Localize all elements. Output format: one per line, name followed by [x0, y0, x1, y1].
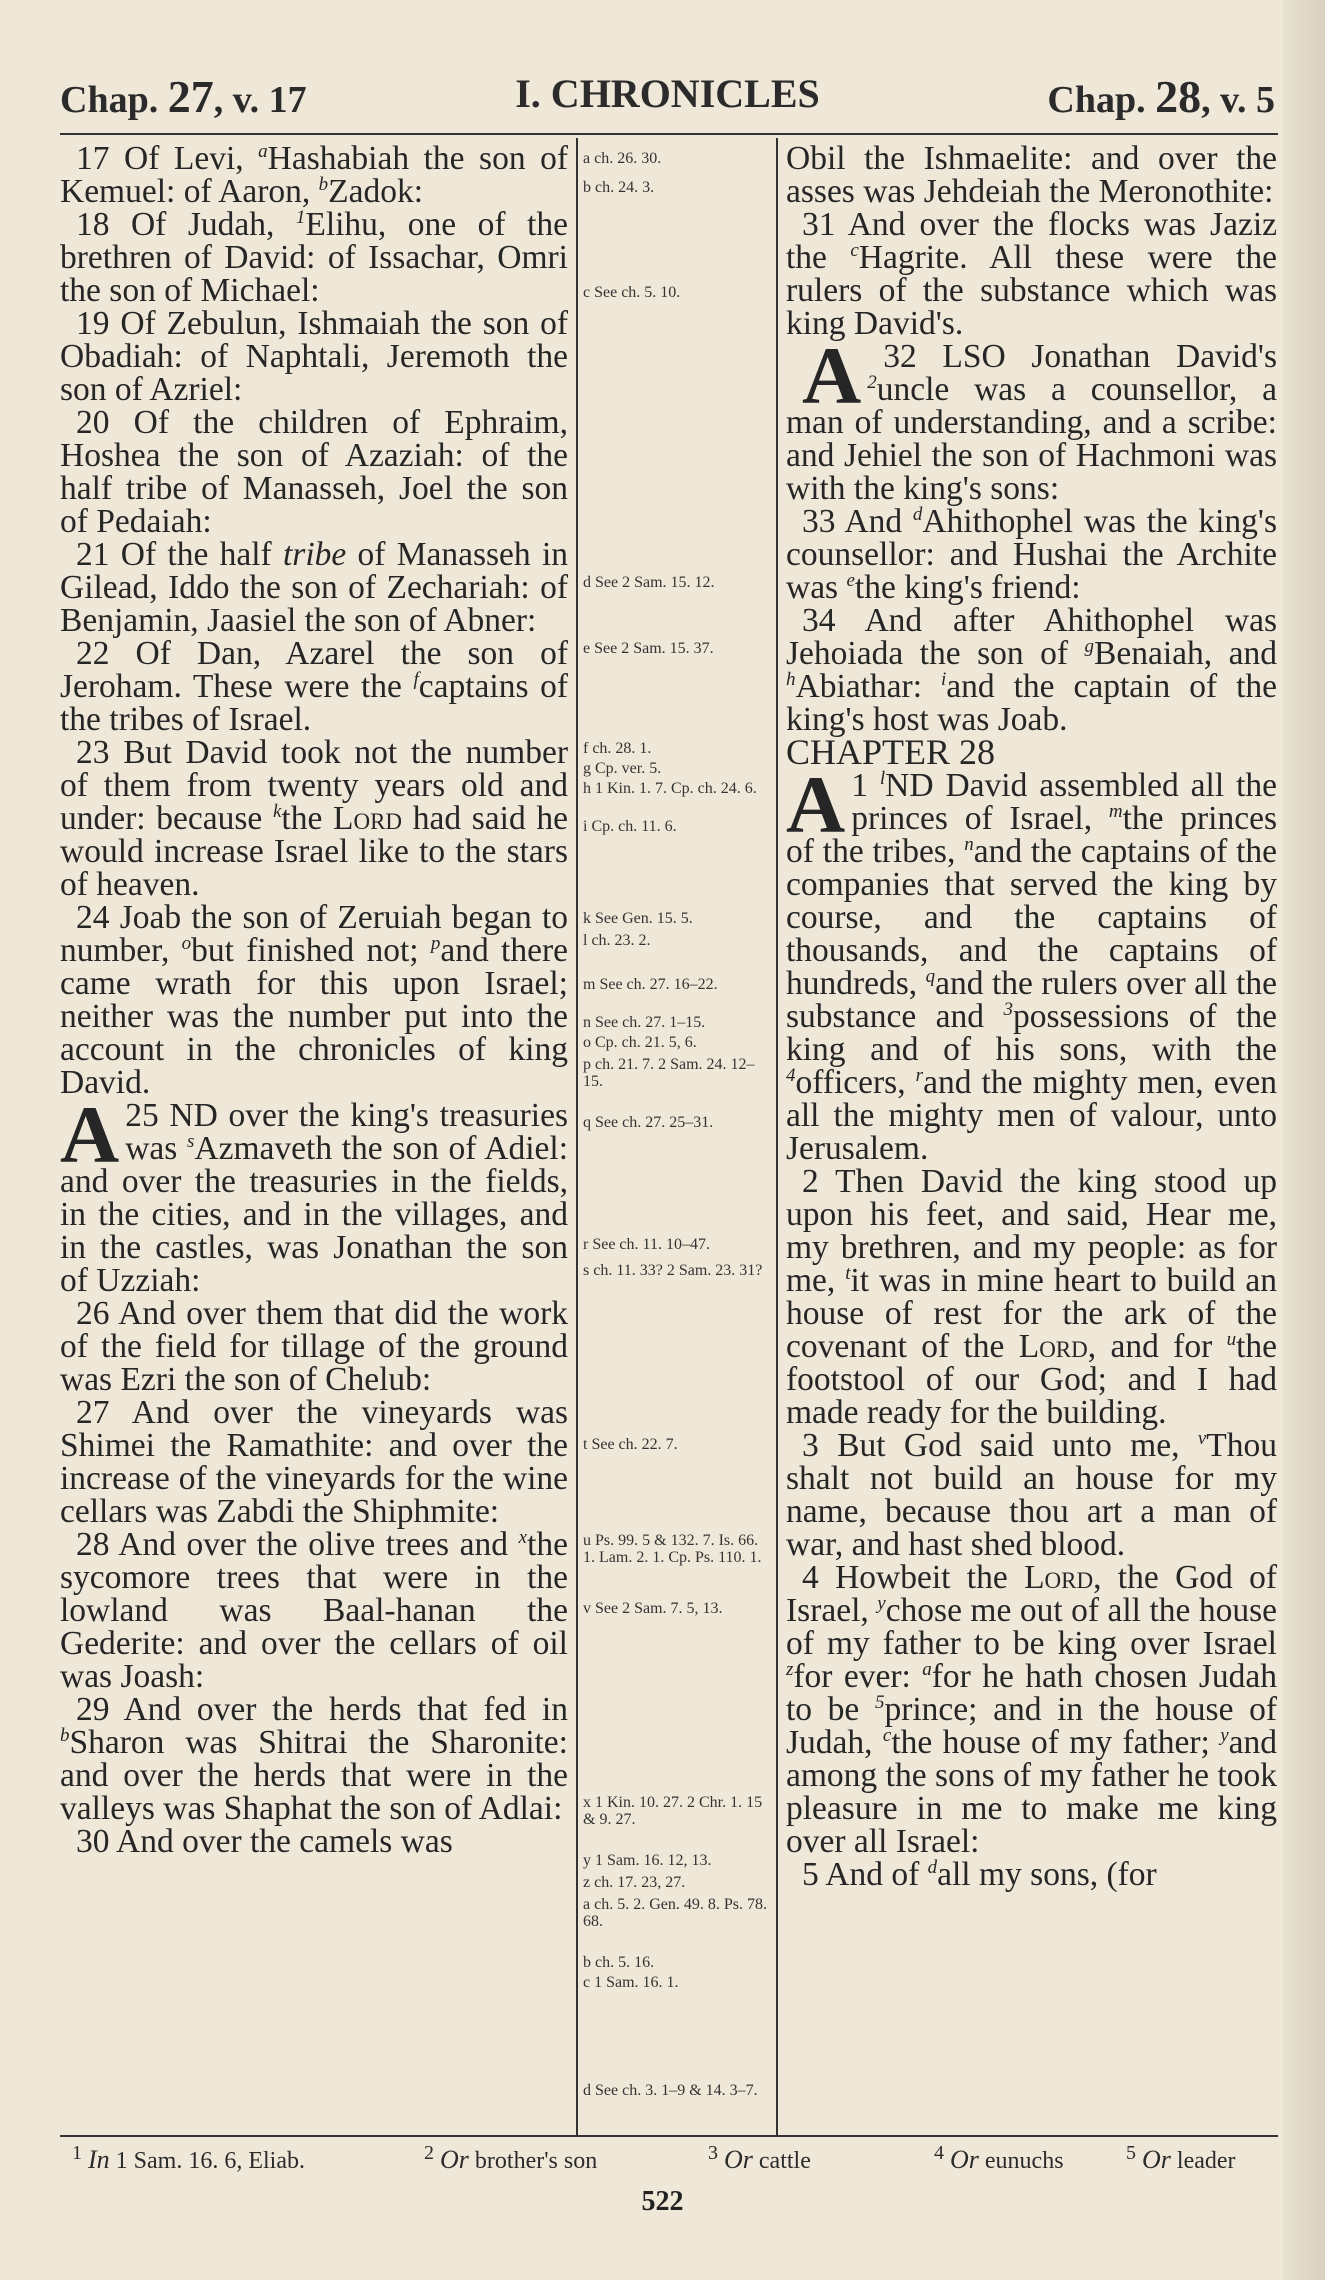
text-run: Azmaveth the son of Adiel: and over the treasuries in the fields, in the cities, and in the villages, and in the castles, was Jonathan the son of Uzziah: — [60, 1130, 568, 1299]
footnote-3 — [708, 2142, 811, 2175]
reference-mark: r — [915, 1064, 924, 1086]
text-column-right — [786, 142, 1277, 1891]
text-run: had said he would increase Israel like to the stars of heaven. — [60, 800, 568, 903]
text-run: the princes of the tribes, — [786, 800, 1277, 870]
reference-mark: y — [877, 1592, 886, 1614]
verse-27-24 — [60, 901, 568, 1099]
cross-reference: i Cp. ch. 11. 6. — [583, 818, 677, 835]
cross-reference: l ch. 23. 2. — [583, 932, 651, 949]
text-run: Or — [1142, 2145, 1171, 2174]
column-divider-left — [576, 138, 578, 2136]
page-edge — [1283, 0, 1325, 2280]
text-run: Or — [440, 2145, 469, 2174]
text-run: tribe — [282, 536, 347, 573]
text-run: 31 And over the flocks was Jaziz the — [786, 206, 1277, 276]
cross-reference: v See 2 Sam. 7. 5, 13. — [583, 1600, 723, 1617]
reference-mark: y — [1220, 1724, 1229, 1746]
reference-mark: 3 — [708, 2142, 718, 2164]
text-run: Hagrite. All these were the rulers of the substance which was king David's. — [786, 239, 1277, 342]
reference-mark: b — [318, 173, 329, 195]
cross-reference: z ch. 17. 23, 27. — [583, 1874, 686, 1891]
text-run: 2 Then David the king stood up upon his feet, and said, Hear me, my brethren, and my people: as for me, — [786, 1163, 1277, 1299]
footnote-4 — [934, 2142, 1064, 2175]
text-run: 33 And — [802, 503, 913, 540]
verse-27-34 — [786, 604, 1277, 736]
reference-mark: e — [846, 569, 855, 591]
text-run: 18 Of Judah, — [76, 206, 296, 243]
verse-27-22 — [60, 637, 568, 736]
text-run: ND over the king's treasuries was — [125, 1097, 569, 1167]
text-run: 21 Of the half — [76, 536, 283, 573]
cross-reference: a ch. 5. 2. Gen. 49. 8. Ps. 78. 68. — [583, 1896, 767, 1930]
footnote-1 — [72, 2142, 305, 2175]
reference-mark: l — [879, 767, 886, 789]
verse-27-21 — [60, 538, 568, 637]
text-run: 29 And over the herds that fed in — [76, 1691, 568, 1728]
text-run: prince; and in the house of Judah, — [786, 1691, 1277, 1761]
reference-mark: 2 — [424, 2142, 434, 2164]
text-run: the sycomore trees that were in the lowland was Baal-hanan the Gederite: and over the cellars of oil was Joash: — [60, 1526, 568, 1695]
text-run: Lord — [333, 800, 403, 837]
cross-reference: x 1 Kin. 10. 27. 2 Chr. 1. 15 & 9. 27. — [583, 1794, 763, 1828]
text-run: 25 — [125, 1097, 170, 1134]
cross-reference: u Ps. 99. 5 & 132. 7. Is. 66. 1. Lam. 2. 1. Cp. Ps. 110. 1. — [583, 1532, 762, 1566]
drop-cap: A — [802, 330, 862, 421]
text-run: and the captain of the king's host was Joab. — [786, 668, 1277, 738]
text-run: and the captains of the companies that served the king by course, and the captains of thousands, and the captains of hundreds, — [786, 833, 1277, 1002]
verse-27-32 — [786, 330, 1277, 507]
verse-27-30-continued: Obil the Ishmaelite: and over the asses was Jehdeiah the Meronothite: — [786, 140, 1277, 210]
text-run: Elihu, one of the brethren of David: of Issachar, Omri the son of Michael: — [60, 206, 568, 309]
reference-mark: 3 — [1003, 998, 1013, 1020]
verse-28-4 — [786, 1561, 1277, 1858]
verse-27-27: 27 And over the vineyards was Shimei the Ramathite: and over the increase of the vineyards for the wine cellars was Zabdi the Shiphmite: — [60, 1394, 568, 1530]
running-header — [60, 70, 1275, 130]
text-run: brother's son — [468, 2148, 598, 2174]
reference-mark: a — [922, 1658, 932, 1680]
text-run: of Manasseh in Gilead, Iddo the son of Zechariah: of Benjamin, Jaasiel the son of Abner: — [60, 536, 569, 639]
cross-reference: r See ch. 11. 10–47. — [583, 1236, 710, 1253]
text-run: , and for — [1087, 1328, 1227, 1365]
page-number: 522 — [641, 2186, 684, 2217]
cross-reference: p ch. 21. 7. 2 Sam. 24. 12–15. — [583, 1056, 755, 1090]
text-run: uncle was a counsellor, a man of understanding, and a scribe: and Jehiel the son of Hachmoni was with the king's sons: — [786, 371, 1277, 507]
text-run: 28 And over the olive trees and — [76, 1526, 519, 1563]
reference-mark: 5 — [874, 1691, 885, 1713]
text-run: 34 And after Ahithophel was Jehoiada the son of — [786, 602, 1277, 672]
reference-mark: k — [272, 800, 282, 822]
text-run: Benaiah, and — [1094, 635, 1277, 672]
text-run: the — [281, 800, 333, 837]
footnote-2 — [424, 2142, 597, 2175]
reference-mark: g — [1084, 635, 1094, 657]
header-rule — [60, 133, 1278, 135]
reference-mark: 5 — [1126, 2142, 1136, 2164]
text-run: 17 Of Levi, — [76, 140, 259, 177]
text-run: the house of my father; — [891, 1724, 1221, 1761]
verse-27-29 — [60, 1693, 568, 1825]
text-run: 3 But God said unto me, — [802, 1427, 1198, 1464]
text-run: 5 And of — [802, 1856, 928, 1893]
reference-mark: 4 — [934, 2142, 944, 2164]
reference-mark: c — [882, 1724, 892, 1746]
verse-28-5 — [786, 1858, 1277, 1891]
text-run: leader — [1170, 2148, 1236, 2174]
reference-mark: d — [912, 503, 923, 525]
text-run: 1 — [851, 767, 880, 804]
reference-mark: b — [60, 1724, 70, 1746]
text-run: , the God of Israel, — [786, 1559, 1278, 1629]
text-run: Lord — [1018, 1328, 1088, 1365]
verse-27-18 — [60, 208, 568, 307]
reference-mark: 1 — [72, 2142, 82, 2164]
reference-mark: x — [518, 1526, 528, 1548]
reference-mark: 1 — [295, 206, 306, 228]
verse-28-2 — [786, 1165, 1277, 1429]
cross-reference-column — [583, 146, 773, 2099]
drop-cap: A — [786, 759, 846, 850]
cross-reference: c See ch. 5. 10. — [583, 284, 681, 301]
reference-mark: q — [925, 965, 936, 987]
reference-mark: p — [430, 932, 441, 954]
verse-28-1 — [786, 759, 1277, 1167]
verse-27-28 — [60, 1528, 568, 1693]
cross-reference: d See 2 Sam. 15. 12. — [583, 574, 715, 591]
text-run: chose me out of all the house of my father to be king over Israel — [786, 1592, 1277, 1662]
cross-reference: t See ch. 22. 7. — [583, 1436, 678, 1453]
text-run: Hashabiah the son of Kemuel: of Aaron, — [60, 140, 568, 210]
header-left-reference: Chap. 27, v. 17 — [60, 71, 307, 122]
footer-rule — [60, 2135, 1278, 2137]
verse-27-23 — [60, 736, 568, 901]
text-run: Ahithophel was the king's counsellor: and Hushai the Archite was — [786, 503, 1277, 606]
drop-cap: A — [60, 1089, 120, 1180]
text-run: possessions of the king and of his sons, with the — [786, 998, 1277, 1068]
reference-mark: i — [940, 668, 947, 690]
text-run: Abiathar: — [795, 668, 941, 705]
cross-reference: n See ch. 27. 1–15. — [583, 1014, 706, 1031]
reference-mark: 4 — [786, 1064, 796, 1086]
cross-reference: d See ch. 3. 1–9 & 14. 3–7. — [583, 2082, 758, 2099]
cross-reference: y 1 Sam. 16. 12, 13. — [583, 1852, 712, 1869]
text-run: Or — [724, 2145, 753, 2174]
text-column-left — [60, 142, 568, 1858]
verse-27-26: 26 And over them that did the work of the field for tillage of the ground was Ezri the son of Chelub: — [60, 1295, 568, 1398]
text-run: 23 But David took not the number of them from twenty years old and under: because — [60, 734, 568, 837]
cross-reference: h 1 Kin. 1. 7. Cp. ch. 24. 6. — [583, 780, 757, 797]
text-run: all my sons, (for — [937, 1856, 1157, 1893]
text-run: the king's friend: — [854, 569, 1081, 606]
chapter-heading: CHAPTER 28 — [786, 732, 996, 772]
book-title: I. CHRONICLES — [515, 71, 820, 116]
text-run: cattle — [752, 2148, 811, 2174]
text-run: the footstool of our God; and I had made ready for the building. — [786, 1328, 1277, 1431]
text-run: eunuchs — [978, 2148, 1064, 2174]
text-run: Zadok: — [328, 173, 424, 210]
text-run: and among the sons of my father he took pleasure in me to make me king over all Israel: — [786, 1724, 1278, 1860]
cross-reference: c 1 Sam. 16. 1. — [583, 1974, 679, 1991]
column-divider-right — [776, 138, 778, 2136]
reference-mark: d — [927, 1856, 938, 1878]
cross-reference: b ch. 5. 16. — [583, 1954, 655, 1971]
footnote-5 — [1126, 2142, 1236, 2175]
text-run: Thou shalt not build an house for my name, because thou art a man of war, and hast shed blood. — [786, 1427, 1277, 1563]
text-run: Lord — [1024, 1559, 1094, 1596]
cross-reference: g Cp. ver. 5. — [583, 760, 662, 777]
text-run: captains of the tribes of Israel. — [60, 668, 568, 738]
text-run: for ever: — [793, 1658, 923, 1695]
reference-mark: s — [187, 1130, 195, 1152]
reference-mark: t — [845, 1262, 851, 1284]
reference-mark: f — [413, 668, 419, 690]
verse-27-19: 19 Of Zebulun, Ishmaiah the son of Obadiah: of Naphtali, Jeremoth the son of Azriel: — [60, 305, 568, 408]
verse-27-30: 30 And over the camels was — [76, 1823, 453, 1860]
verse-27-25 — [60, 1089, 569, 1299]
verse-27-20: 20 Of the children of Ephraim, Hoshea the son of Azaziah: of the half tribe of Manasseh, Joel the son of Pedaiah: — [60, 404, 568, 540]
reference-mark: a — [258, 140, 268, 162]
text-run: for he hath chosen Judah to be — [786, 1658, 1277, 1728]
text-run: ND David assembled all the princes of Israel, — [851, 767, 1277, 837]
cross-reference: f ch. 28. 1. — [583, 740, 652, 757]
text-run: and the mighty men, even all the mighty men of valour, unto Jerusalem. — [786, 1064, 1277, 1167]
verse-27-17 — [60, 142, 568, 208]
text-run: and there came wrath for this upon Israel; neither was the number put into the account in the chronicles of king David. — [60, 932, 568, 1101]
reference-mark: n — [964, 833, 974, 855]
cross-reference: m See ch. 27. 16–22. — [583, 976, 718, 993]
text-run: Sharon was Shitrai the Sharonite: and over the herds that were in the valleys was Shaphat the son of Adlai: — [60, 1724, 568, 1827]
cross-reference: q See ch. 27. 25–31. — [583, 1114, 714, 1131]
reference-mark: u — [1226, 1328, 1237, 1350]
header-right-reference: Chap. 28, v. 5 — [1047, 71, 1275, 122]
reference-mark: 2 — [867, 371, 877, 393]
cross-reference: b ch. 24. 3. — [583, 179, 655, 196]
reference-mark: o — [181, 932, 192, 954]
reference-mark: z — [786, 1658, 794, 1680]
reference-mark: c — [850, 239, 859, 261]
text-run: 1 Sam. 16. 6, Eliab. — [109, 2148, 305, 2174]
text-run: 4 Howbeit the — [802, 1559, 1025, 1596]
text-run: it was in mine heart to build an house of rest for the ark of the covenant of the — [786, 1262, 1277, 1365]
verse-27-31 — [786, 208, 1277, 340]
text-run: and the rulers over all the substance and — [786, 965, 1277, 1035]
text-run: 24 Joab the son of Zeruiah began to number, — [60, 899, 568, 969]
footnotes — [72, 2142, 1272, 2182]
cross-reference: e See 2 Sam. 15. 37. — [583, 640, 714, 657]
text-run: 32 — [883, 338, 943, 375]
reference-mark: v — [1197, 1427, 1207, 1449]
reference-mark: m — [1108, 800, 1123, 822]
verse-28-3 — [786, 1429, 1277, 1561]
text-run: In — [88, 2145, 110, 2174]
cross-reference: s ch. 11. 33? 2 Sam. 23. 31? — [583, 1262, 763, 1279]
cross-reference: o Cp. ch. 21. 5, 6. — [583, 1034, 697, 1051]
cross-reference: k See Gen. 15. 5. — [583, 910, 693, 927]
text-run: 22 Of Dan, Azarel the son of Jeroham. These were the — [60, 635, 568, 705]
verse-27-33 — [786, 505, 1277, 604]
text-run: Or — [950, 2145, 979, 2174]
text-run: officers, — [795, 1064, 916, 1101]
text-run: but finished not; — [191, 932, 431, 969]
reference-mark: h — [786, 668, 796, 690]
text-run: LSO Jonathan David's — [942, 338, 1277, 375]
cross-reference: a ch. 26. 30. — [583, 150, 662, 167]
